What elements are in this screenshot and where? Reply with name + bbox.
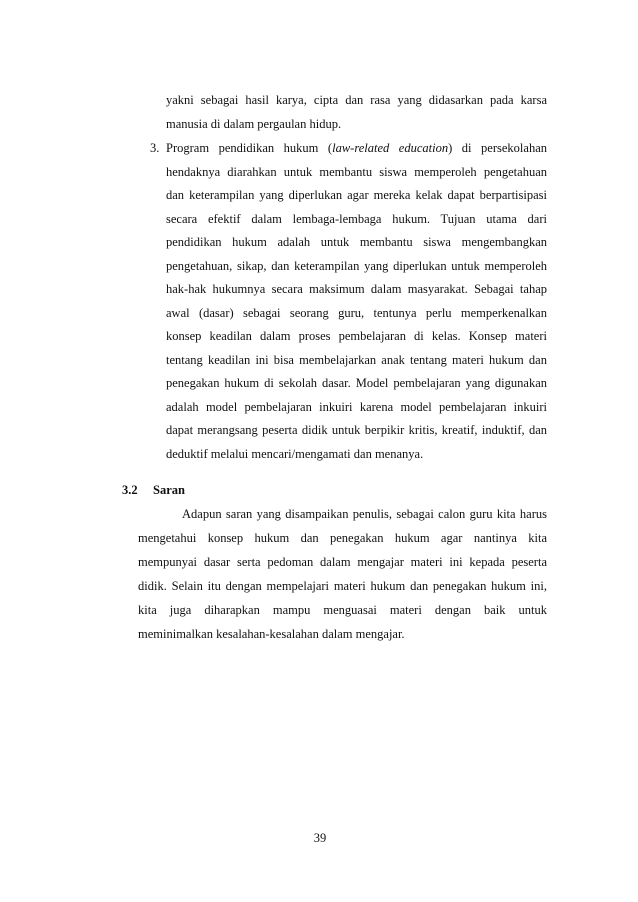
body-text-line: manusia di dalam pergaulan hidup. xyxy=(166,117,342,131)
text-segment: ) di persekolahan xyxy=(448,141,547,155)
body-text-line: hak-hak hukumnya secara maksimum dalam masyarakat. Sebagai tahap xyxy=(166,282,547,296)
body-text-line: awal (dasar) sebagai seorang guru, tentunya perlu memperkenalkan xyxy=(166,306,547,320)
body-text-line: adalah model pembelajaran inkuiri karena model pembelajaran inkuiri xyxy=(166,400,547,414)
body-text-line: secara efektif dalam lembaga-lembaga hukum. Tujuan utama dari xyxy=(166,212,547,226)
body-text-line: dapat merangsang peserta didik untuk berpikir kritis, kreatif, induktif, dan xyxy=(166,423,547,437)
list-number: 3. xyxy=(150,141,160,155)
body-text-line: kita juga diharapkan mampu menguasai materi dengan baik untuk xyxy=(138,603,547,617)
body-text-line: tentang keadilan ini bisa membelajarkan anak tentang materi hukum dan xyxy=(166,353,547,367)
body-text-line: pengetahuan, sikap, dan keterampilan yang diperlukan untuk memperoleh xyxy=(166,259,547,273)
body-text-line xyxy=(166,140,547,156)
italic-term: law-related education xyxy=(332,141,449,155)
body-text-line: pendidikan hukum adalah untuk membantu siswa mengembangkan xyxy=(166,235,547,249)
body-text-line: deduktif melalui mencari/mengamati dan menanya. xyxy=(166,447,424,461)
body-text-line: mempunyai dasar serta pedoman dalam mengajar materi ini kepada peserta xyxy=(138,555,547,569)
body-text-line: yakni sebagai hasil karya, cipta dan rasa yang didasarkan pada karsa xyxy=(166,93,547,107)
page-number: 39 xyxy=(313,831,327,845)
body-text-line: hendaknya diarahkan untuk membantu siswa memperoleh pengetahuan xyxy=(166,165,547,179)
section-title: Saran xyxy=(153,483,185,497)
body-text-line: didik. Selain itu dengan mempelajari materi hukum dan penegakan hukum ini, xyxy=(138,579,547,593)
body-text-line: konsep keadilan dalam proses pembelajaran di kelas. Konsep materi xyxy=(166,329,547,343)
body-text-line: penegakan hukum di sekolah dasar. Model pembelajaran yang digunakan xyxy=(166,376,547,390)
body-text-line: mengetahui konsep hukum dan penegakan hukum agar nantinya kita xyxy=(138,531,547,545)
section-number: 3.2 xyxy=(122,483,138,497)
body-text-line: meminimalkan kesalahan-kesalahan dalam mengajar. xyxy=(138,627,405,641)
text-segment: Program pendidikan hukum ( xyxy=(166,141,333,155)
body-text-line: Adapun saran yang disampaikan penulis, sebagai calon guru kita harus xyxy=(182,507,547,521)
body-text-line: dan keterampilan yang diperlukan agar mereka kelak dapat berpartisipasi xyxy=(166,188,547,202)
